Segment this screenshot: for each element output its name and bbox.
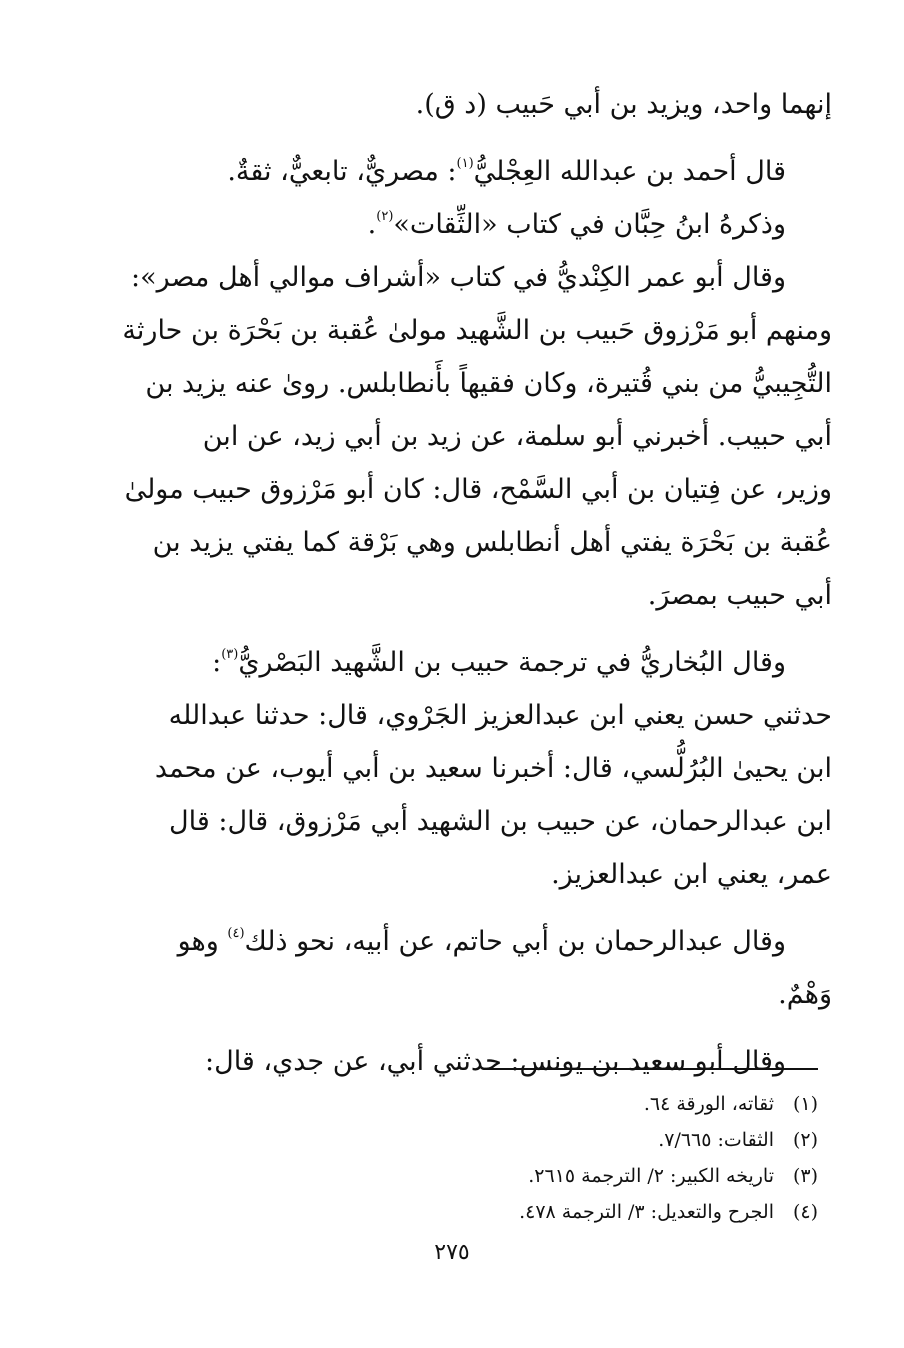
text-line — [100, 742, 832, 795]
footnote-number: (٢) — [792, 1129, 818, 1151]
line-text: وقال أبو عمر الكِنْديُّ في كتاب «أشراف موالي أهل مصر»: — [130, 262, 786, 293]
line-text: وذكرهُ ابنُ حِبَّان في كتاب «الثِّقات» — [393, 209, 786, 240]
footnote-item — [118, 1158, 818, 1194]
line-text-after: . — [367, 209, 377, 240]
text-line — [100, 636, 832, 689]
line-text: إنهما واحد، ويزيد بن أبي حَبيب (د ق). — [415, 89, 832, 120]
footnote-number: (٤) — [792, 1201, 818, 1223]
paragraph — [100, 78, 832, 131]
line-text: عمر، يعني ابن عبدالعزيز. — [551, 859, 832, 890]
text-line — [100, 915, 832, 968]
text-line — [100, 78, 832, 131]
text-line — [100, 689, 832, 742]
text-line — [100, 463, 832, 516]
line-text-after: وهو — [177, 926, 228, 957]
footnote-item — [118, 1086, 818, 1122]
paragraph — [100, 1035, 832, 1088]
footnote-marker[interactable]: (٣) — [221, 647, 239, 662]
text-line — [100, 569, 832, 622]
footnote-marker[interactable]: (٢) — [376, 209, 394, 224]
footnote-text: الثقات: ٧/٦٦٥. — [658, 1129, 774, 1151]
line-text: ابن عبدالرحمان، عن حبيب بن الشهيد أبي مَرْزوق، قال: قال — [169, 806, 832, 837]
line-text: وَهْمٌ. — [778, 979, 832, 1010]
line-text: التُّجِيبيُّ من بني قُتيرة، وكان فقيهاً بأَنطابلس. روىٰ عنه يزيد بن — [145, 368, 832, 399]
footnote-item — [118, 1122, 818, 1158]
paragraph — [100, 636, 832, 901]
line-text: أبي حبيب. أخبرني أبو سلمة، عن زيد بن أبي زيد، عن ابن — [202, 421, 832, 452]
line-text: وزير، عن فِتيان بن أبي السَّمْح، قال: كان أبو مَرْزوق حبيب مولىٰ — [124, 474, 832, 505]
line-text: حدثني حسن يعني ابن عبدالعزيز الجَرْوي، قال: حدثنا عبدالله — [168, 700, 832, 731]
line-text: ومنهم أبو مَرْزوق حَبيب بن الشَّهيد مولىٰ عُقبة بن بَحْرَة بن حارثة — [122, 315, 832, 346]
line-text-after: : — [212, 647, 222, 678]
text-line — [100, 198, 832, 251]
paragraph — [100, 915, 832, 1021]
text-line — [100, 251, 832, 304]
text-line — [100, 1035, 832, 1088]
page-number: ٢٧٥ — [434, 1240, 470, 1265]
footnote-marker[interactable]: (١) — [456, 156, 474, 171]
text-line — [100, 410, 832, 463]
text-line — [100, 848, 832, 901]
line-text: عُقبة بن بَحْرَة يفتي أهل أنطابلس وهي بَرْقة كما يفتي يزيد بن — [152, 527, 832, 558]
text-line — [100, 357, 832, 410]
body-text — [100, 78, 832, 1088]
footnote-number: (١) — [792, 1093, 818, 1115]
footnote-number: (٣) — [792, 1165, 818, 1187]
line-text: قال أحمد بن عبدالله العِجْليُّ — [473, 156, 786, 187]
text-line — [100, 516, 832, 569]
line-text: وقال أبو سعيد بن يونس: حدثني أبي، عن جدي، قال: — [204, 1046, 786, 1077]
line-text: وقال البُخاريُّ في ترجمة حبيب بن الشَّهيد البَصْريُّ — [238, 647, 786, 678]
text-line — [100, 968, 832, 1021]
text-line — [100, 304, 832, 357]
footnote-divider — [486, 1068, 818, 1070]
footnote-text: ثقاته، الورقة ٦٤. — [643, 1093, 774, 1115]
line-text-after: : مصريٌّ، تابعيٌّ، ثقةٌ. — [227, 156, 457, 187]
text-line — [100, 795, 832, 848]
line-text: ابن يحيىٰ البُرُلُّسي، قال: أخبرنا سعيد بن أبي أيوب، عن محمد — [154, 753, 832, 784]
footnotes — [118, 1086, 818, 1230]
line-text: أبي حبيب بمصرَ. — [647, 580, 832, 611]
footnote-text: تاريخه الكبير: ٢/ الترجمة ٢٦١٥. — [528, 1165, 774, 1187]
line-text: وقال عبدالرحمان بن أبي حاتم، عن أبيه، نحو ذلك — [244, 926, 786, 957]
text-line — [100, 145, 832, 198]
footnote-marker[interactable]: (٤) — [227, 926, 245, 941]
paragraph — [100, 145, 832, 622]
footnote-item — [118, 1194, 818, 1230]
footnote-text: الجرح والتعديل: ٣/ الترجمة ٤٧٨. — [519, 1201, 774, 1223]
